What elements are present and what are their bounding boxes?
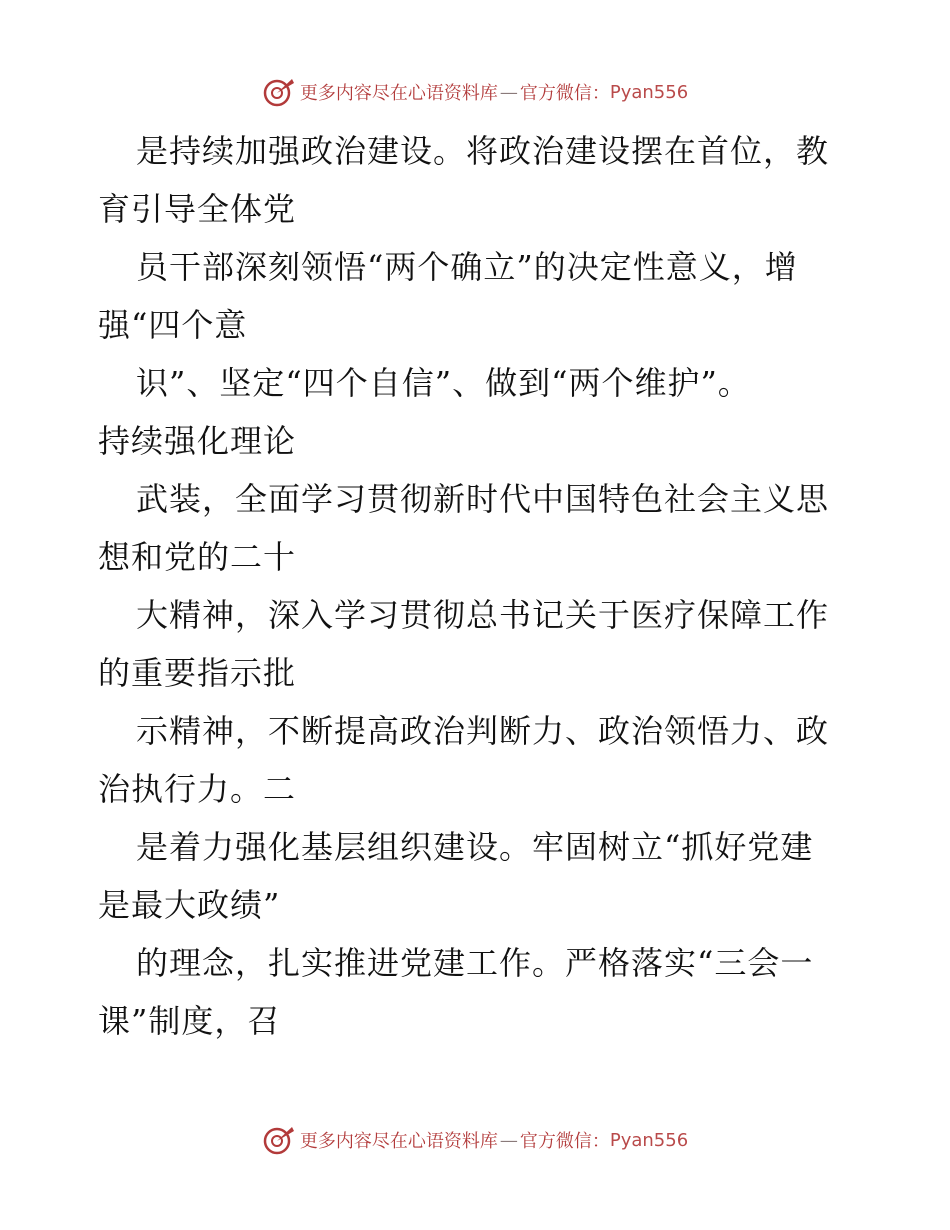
text-line: 育引导全体党 — [98, 190, 297, 228]
text-line: 是持续加强政治建设。将政治建设摆在首位，教 — [136, 132, 830, 170]
pen-nib-icon — [262, 75, 296, 109]
banner-account: Pyan556 — [609, 1129, 689, 1151]
text-line: 识”、坚定“四个自信”、做到“两个维护”。 — [136, 364, 751, 402]
document-body — [98, 122, 858, 1050]
text-line: 的理念，扎实推进党建工作。严格落实“三会一 — [136, 944, 814, 982]
text-line: 是最大政绩” — [98, 886, 281, 924]
banner-separator: — — [499, 1129, 518, 1151]
banner-separator: — — [499, 81, 518, 103]
banner-text: 更多内容尽在心语资料库 — [299, 1131, 498, 1152]
banner-account: Pyan556 — [609, 81, 689, 103]
footer-banner — [0, 1120, 950, 1160]
text-line: 持续强化理论 — [98, 422, 297, 460]
text-line: 强“四个意 — [98, 306, 248, 344]
text-line: 的重要指示批 — [98, 654, 297, 692]
text-line: 课”制度，召 — [98, 1002, 281, 1040]
pen-nib-icon — [262, 1123, 296, 1157]
text-line: 示精神，不断提高政治判断力、政治领悟力、政 — [136, 712, 830, 750]
text-line: 想和党的二十 — [98, 538, 297, 576]
banner-text: 更多内容尽在心语资料库 — [299, 83, 498, 104]
banner-wechat-label: 官方微信： — [519, 1131, 610, 1152]
text-line: 大精神，深入学习贯彻总书记关于医疗保障工作 — [136, 596, 830, 634]
text-line: 员干部深刻领悟“两个确立”的决定性意义，增 — [136, 248, 798, 286]
text-line: 治执行力。二 — [98, 770, 297, 808]
text-line: 是着力强化基层组织建设。牢固树立“抓好党建 — [136, 828, 814, 866]
banner-wechat-label: 官方微信： — [519, 83, 610, 104]
text-line: 武装，全面学习贯彻新时代中国特色社会主义思 — [136, 480, 830, 518]
header-banner — [0, 72, 950, 112]
